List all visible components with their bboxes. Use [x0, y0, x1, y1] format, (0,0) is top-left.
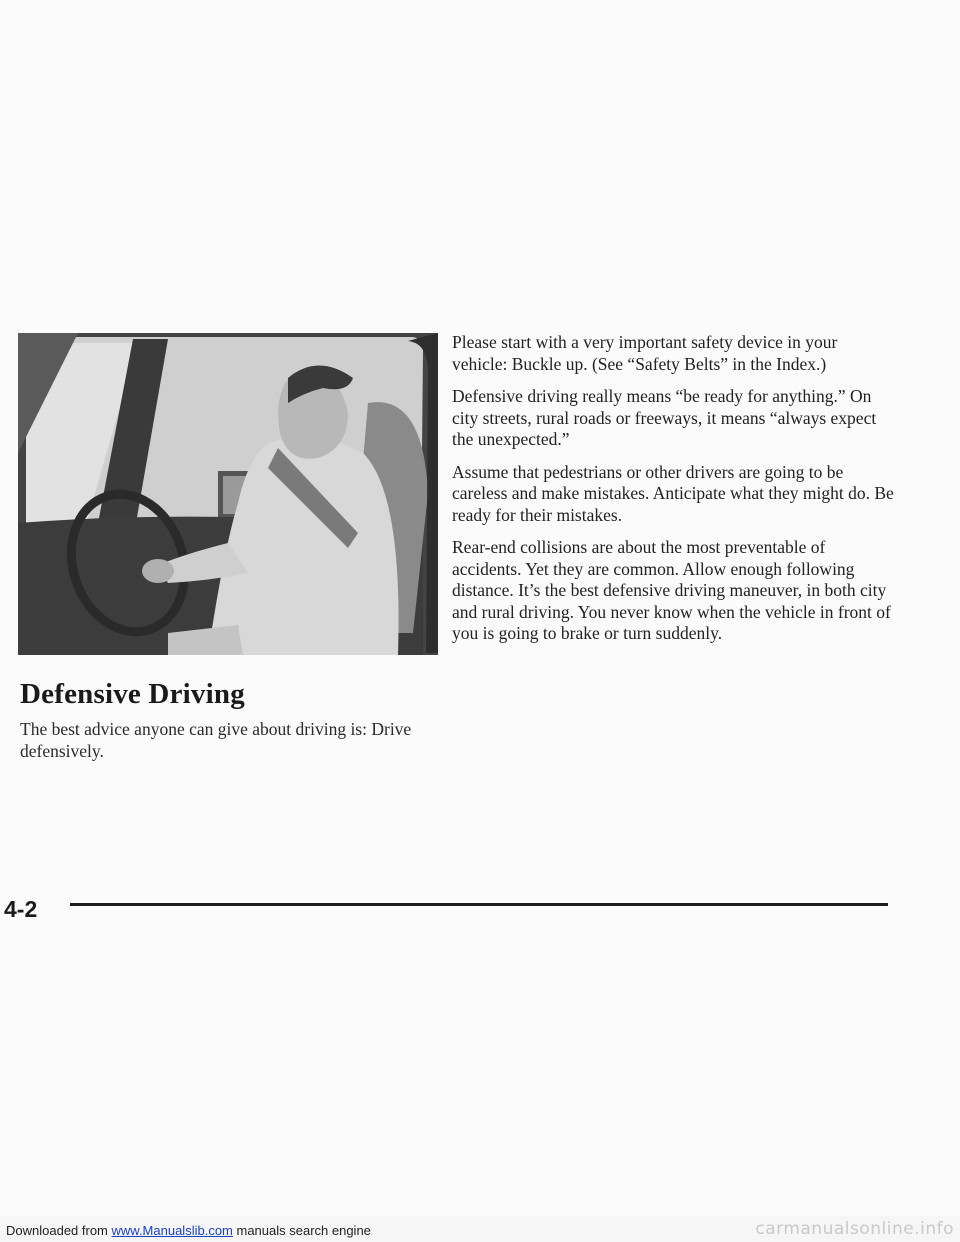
page-rule	[70, 903, 888, 906]
download-footer	[0, 1216, 960, 1242]
paragraph-assume: Assume that pedestrians or other drivers are going to be careless and make mistakes. Anticipate what they might do. Be ready for their mistakes.	[452, 461, 894, 525]
page-number: 4-2	[4, 896, 38, 922]
body-text-column	[452, 332, 897, 656]
watermark: carmanualsonline.info	[755, 1219, 954, 1239]
section-heading: Defensive Driving	[20, 678, 245, 710]
driver-illustration	[18, 333, 438, 655]
paragraph-be-ready: Defensive driving really means “be ready for anything.” On city streets, rural roads or freeways, it means “always expect the unexpected.”	[452, 386, 877, 449]
manualslib-link[interactable]: www.Manualslib.com	[111, 1223, 233, 1238]
footer-suffix: manuals search engine	[232, 1223, 371, 1238]
paragraph-buckle-up: Please start with a very important safety device in your vehicle: Buckle up. (See “Safety Belts” in the Index.)	[452, 332, 838, 374]
footer-prefix: Downloaded from	[6, 1223, 112, 1238]
footer-text	[6, 1223, 371, 1238]
section-intro: The best advice anyone can give about driving is: Drive defensively.	[20, 719, 412, 761]
paragraph-rear-end: Rear-end collisions are about the most preventable of accidents. Yet they are common. Allow enough following distance. It’s the best defensive driving maneuver, in both city and rural driving. You never know when the vehicle in front of you is going to brake or turn suddenly.	[452, 537, 891, 643]
